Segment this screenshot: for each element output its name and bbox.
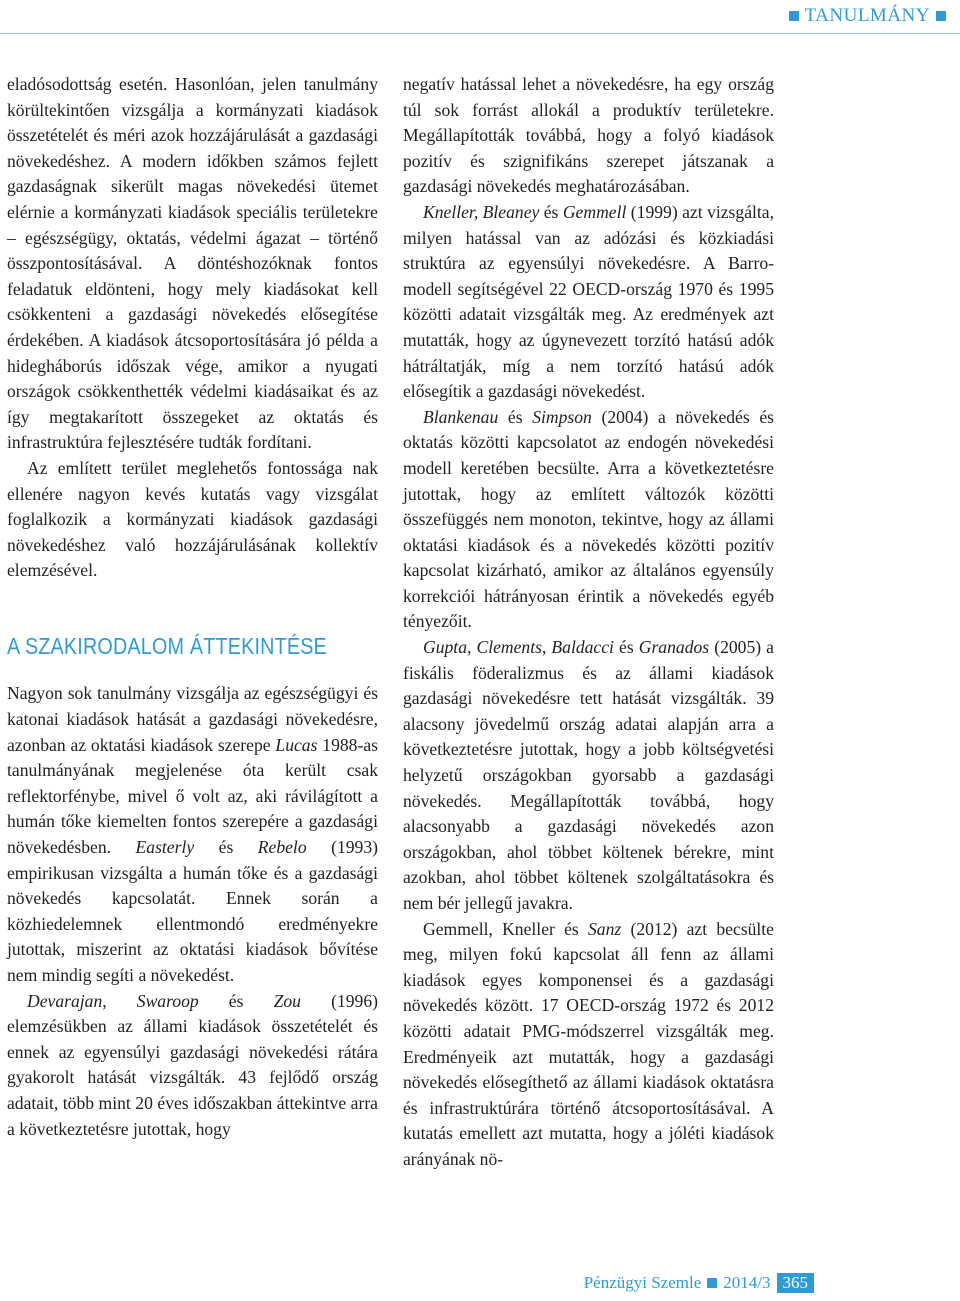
paragraph: Devarajan, Swaroop és Zou (1996) elemzésükben az állami kiadások összetételét és ennek az egyensúlyi gazdasági növekedési rátára gyakorolt hatását vizsgálták. 43 fejlődő ország adatait, több mint 20 éves időszakban áttekintve arra a következtetésre jutottak, hogy — [7, 990, 378, 1139]
square-bullet-icon — [707, 1278, 717, 1288]
paragraph: negatív hatással lehet a növekedésre, ha egy ország túl sok forrást allokál a produktív területekre. Megállapították továbbá, hogy a folyó kiadások pozitív és szignifikáns szerepet játszanak a gazdasági növekedés meghatározásában. — [403, 74, 774, 197]
paragraph: Blankenau és Simpson (2004) a növekedés és oktatás közötti kapcsolatot az endogén növekedési modell keretében becsülte. Arra a következtetésre jutottak, hogy az említett változók közötti összefüggés nem monoton, tekintve, hogy az állami oktatási kiadások és a növekedés közötti pozitív kapcsolat kizárható, amikor az általános egyensúly korrekciói hátrányosan érintik a növekedés egyéb tényezőit. — [403, 406, 774, 632]
header-rule — [0, 33, 960, 34]
square-bullet-icon — [936, 11, 946, 21]
page-footer — [584, 1272, 814, 1294]
paragraph: Kneller, Bleaney és Gemmell (1999) azt vizsgálta, milyen hatással van az adózási és közkiadási struktúra az egyensúlyi növekedésre. A Barro-modell segítségével 22 OECD-ország 1970 és 1995 közötti adatait vizsgálták meg. Az eredmények azt mutatták, hogy az úgynevezett torzító hatású adók hátráltatják, míg a nem torzító hatású adók elősegítik a gazdasági növekedést. — [403, 201, 774, 402]
journal-name: Pénzügyi Szemle — [583, 1273, 702, 1292]
issue-number: 2014/3 — [723, 1273, 771, 1292]
paragraph: Gemmell, Kneller és Sanz (2012) azt becsülte meg, milyen fokú kapcsolat áll fenn az állami kiadások egyes komponensei és a gazdasági növekedés között. 17 OECD-ország 1972 és 2012 közötti adatait PMG-módszerrel vizsgálták meg. Eredményeik azt mutatták, hogy a gazdasági növekedés elősegíthető az állami kiadások oktatásra és infrastruktúrára történő átcsoportosításával. A kutatás emellett azt mutatta, hogy a jóléti kiadások arányának nö- — [403, 918, 774, 1169]
page-number: 365 — [777, 1273, 815, 1293]
paragraph: Nagyon sok tanulmány vizsgálja az egészségügyi és katonai kiadások hatását a gazdasági növekedésre, azonban az oktatási kiadások szerepe Lucas 1988-as tanulmányának megjelenése óta került csak reflektorfénybe, mivel ő volt az, aki rávilágított a humán tőke kiemelten fontos szerepére a gazdasági növekedésben. Easterly és Rebelo (1993) empirikusan vizsgálta a humán tőke és a gazdasági növekedés kapcsolatát. Ennek során a közhiedelemnek ellentmondó eredményekre jutottak, miszerint az oktatási kiadások bővítése nem mindig segíti a növekedést. — [7, 683, 378, 985]
paragraph: Gupta, Clements, Baldacci és Granados (2005) a fiskális föderalizmus és az állami kiadások gazdasági növekedésre tett hatását vizsgálták. 39 alacsony jövedelmű ország adatai alapján arra a következtetésre jutottak, hogy a jobb költségvetési helyzetű országokban gyorsabb a gazdasági növekedés. Megállapították továbbá, hogy alacsonyabb a gazdasági növekedés azon országokban, ahol többet költenek bérekre, mint azokban, ahol többet költenek szolgáltatásokra és nem bér jellegű javakra. — [403, 637, 774, 913]
section-label — [789, 5, 946, 27]
page-header — [0, 0, 960, 40]
section-label-text: TANULMÁNY — [804, 5, 930, 26]
right-column — [403, 72, 774, 1173]
section-heading: A SZAKIRODALOM ÁTTEKINTÉSE — [7, 632, 327, 659]
left-column — [7, 72, 378, 1142]
square-bullet-icon — [789, 11, 799, 21]
paragraph: eladósodottság esetén. Hasonlóan, jelen tanulmány körültekintően vizsgálja a kormányzati kiadások összetételét és méri azok hozzájárulását a gazdasági növekedéshez. A modern időkben számos fejlett gazdaságnak sikerült magas növekedési ütemet elérnie a kormányzati kiadások speciális területekre – egészségügy, oktatás, védelmi ágazat – történő összpontosításával. A döntéshozóknak fontos feladatuk eldönteni, hogy mely kiadásokat kell csökkenteni a gazdasági növekedés elősegítése érdekében. A kiadások átcsoportosítására jó példa a hidegháborús időszak vége, amikor a nyugati országok csökkenthették védelmi kiadásaikat és az így megtakarított összegeket az oktatás és infrastruktúra fejlesztésére tudták fordítani. — [7, 74, 378, 453]
paragraph: Az említett terület meglehetős fontossága nak ellenére nagyon kevés kutatás vagy vizsgálat foglalkozik a kormányzati kiadások gazdasági növekedéshez való hozzájárulásának kollektív elemzésével. — [7, 457, 378, 581]
